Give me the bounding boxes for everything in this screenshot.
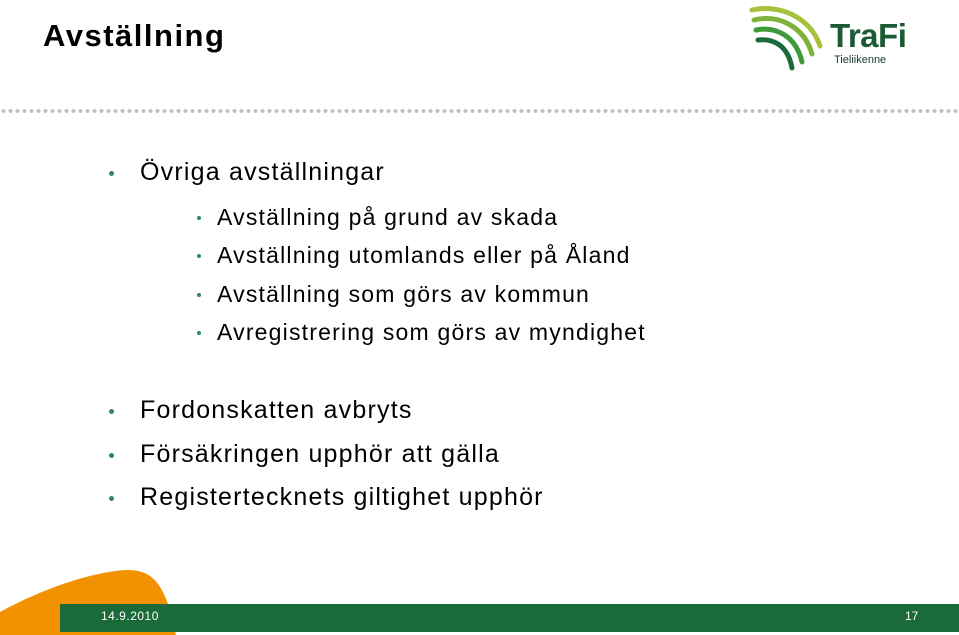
bullet-dot-icon <box>109 453 114 458</box>
bullet-dot-icon <box>197 254 201 258</box>
bullet-dot-icon <box>197 293 201 297</box>
footer-date: 14.9.2010 <box>101 609 159 623</box>
logo-subtitle: Tieliikenne <box>834 54 887 66</box>
bullet-item <box>140 396 413 425</box>
bullet-text: Fordonskatten avbryts <box>140 396 413 424</box>
sub-bullet-item <box>217 204 558 231</box>
logo-wordmark: TraFi <box>830 17 907 54</box>
bullet-item <box>140 158 385 187</box>
bullet-text: Avregistrering som görs av myndighet <box>217 319 646 345</box>
bullet-text: Avställning som görs av kommun <box>217 281 591 307</box>
bullet-dot-icon <box>109 171 114 176</box>
bullet-text: Övriga avställningar <box>140 158 385 186</box>
bullet-dot-icon <box>197 331 201 335</box>
bullet-text: Avställning på grund av skada <box>217 204 559 230</box>
sub-bullet-item <box>217 319 646 346</box>
sub-bullet-item <box>217 281 590 308</box>
bullet-dot-icon <box>109 409 114 414</box>
footer-bar <box>60 604 959 632</box>
bullet-text: Registertecknets giltighet upphör <box>140 483 544 511</box>
slide-title: Avställning <box>43 18 226 53</box>
bullet-item <box>140 483 544 512</box>
bullet-item <box>140 440 500 469</box>
bullet-dot-icon <box>109 496 114 501</box>
bullet-text: Avställning utomlands eller på Åland <box>217 242 631 268</box>
page-number: 17 <box>905 609 919 623</box>
bullet-dot-icon <box>197 216 201 220</box>
sub-bullet-item <box>217 242 631 269</box>
bullet-text: Försäkringen upphör att gälla <box>140 440 500 468</box>
